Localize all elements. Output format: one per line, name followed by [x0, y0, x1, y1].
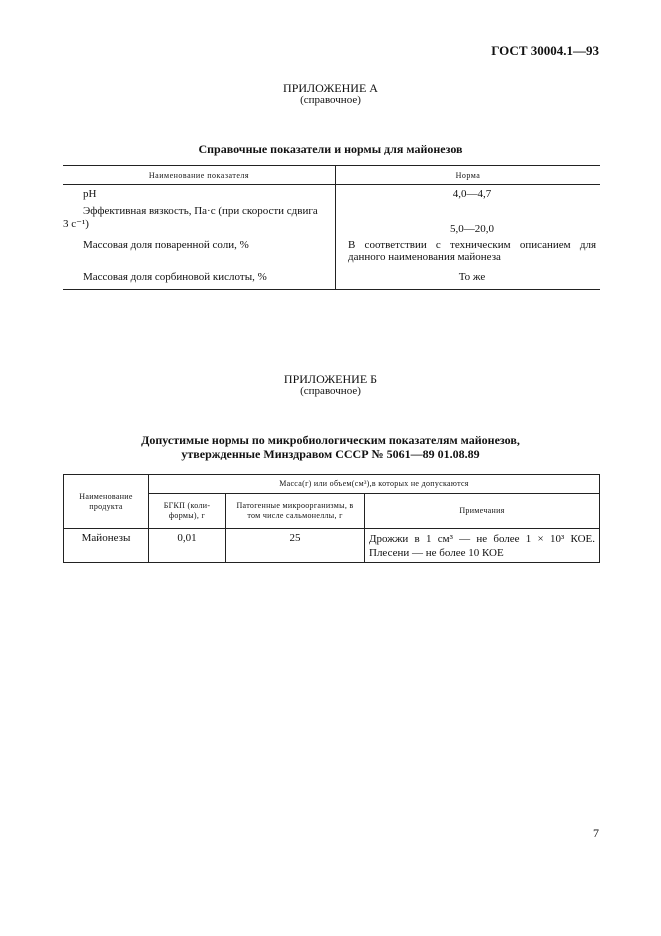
column-header-product: Наименование продукта [64, 475, 149, 529]
column-header-norm: Норма [336, 166, 601, 185]
indicator-name-continuation: 3 с⁻¹) [63, 218, 89, 230]
norm-value: В соответствии с техническим описанием для данного наименования майонеза [348, 239, 596, 263]
norm-value: 5,0—20,0 [450, 223, 494, 235]
table-header-row [63, 166, 600, 185]
table-row [63, 205, 600, 235]
pathogens-value: 25 [226, 529, 365, 563]
indicator-name: Эффективная вязкость, Па·с (при скорости сдвига [83, 205, 318, 217]
column-header-indicator: Наименование показателя [63, 166, 336, 185]
indicator-name: Массовая доля поваренной соли, % [83, 239, 249, 251]
indicator-name: pH [83, 188, 97, 200]
microbiology-table [63, 474, 600, 563]
appendix-b-subtitle: (справочное) [300, 385, 361, 397]
appendix-b-title: ПРИЛОЖЕНИЕ Б [283, 372, 378, 386]
column-header-notes: Примечания [365, 494, 600, 529]
bgkp-value: 0,01 [149, 529, 226, 563]
page-number: 7 [593, 826, 599, 840]
indicator-name: Массовая доля сорбиновой кислоты, % [83, 271, 267, 283]
appendix-b-table-title-line1: Допустимые нормы по микробиологическим показателям майонезов, [141, 433, 520, 447]
table-row [63, 185, 600, 206]
column-header-bgkp: БГКП (коли-формы), г [149, 494, 226, 529]
norm-value: То же [336, 269, 601, 290]
appendix-a-title: ПРИЛОЖЕНИЕ А [283, 81, 378, 95]
appendix-a-subtitle: (справочное) [300, 94, 361, 106]
notes-mold: Плесени — не более 10 КОЕ [369, 547, 504, 559]
appendix-b-table-title-line2: утвержденные Минздравом СССР № 5061—89 01.08.89 [181, 447, 480, 461]
table-row [63, 235, 600, 269]
table-row [64, 529, 600, 563]
table-header-row [64, 475, 600, 494]
norm-value: 4,0—4,7 [452, 188, 492, 200]
column-header-group: Масса(г) или объем(см³),в которых не допускаются [149, 475, 600, 494]
notes-yeast: Дрожжи в 1 см³ — не более 1 × 10³ КОЕ. [369, 533, 595, 545]
document-code: ГОСТ 30004.1—93 [491, 43, 599, 58]
appendix-a-table-title: Справочные показатели и нормы для майонезов [198, 142, 463, 156]
table-row [63, 269, 600, 290]
column-header-pathogens: Патогенные микроорганизмы, в том числе сальмонеллы, г [226, 494, 365, 529]
indicators-table [63, 165, 600, 290]
product-name: Майонезы [64, 529, 149, 563]
